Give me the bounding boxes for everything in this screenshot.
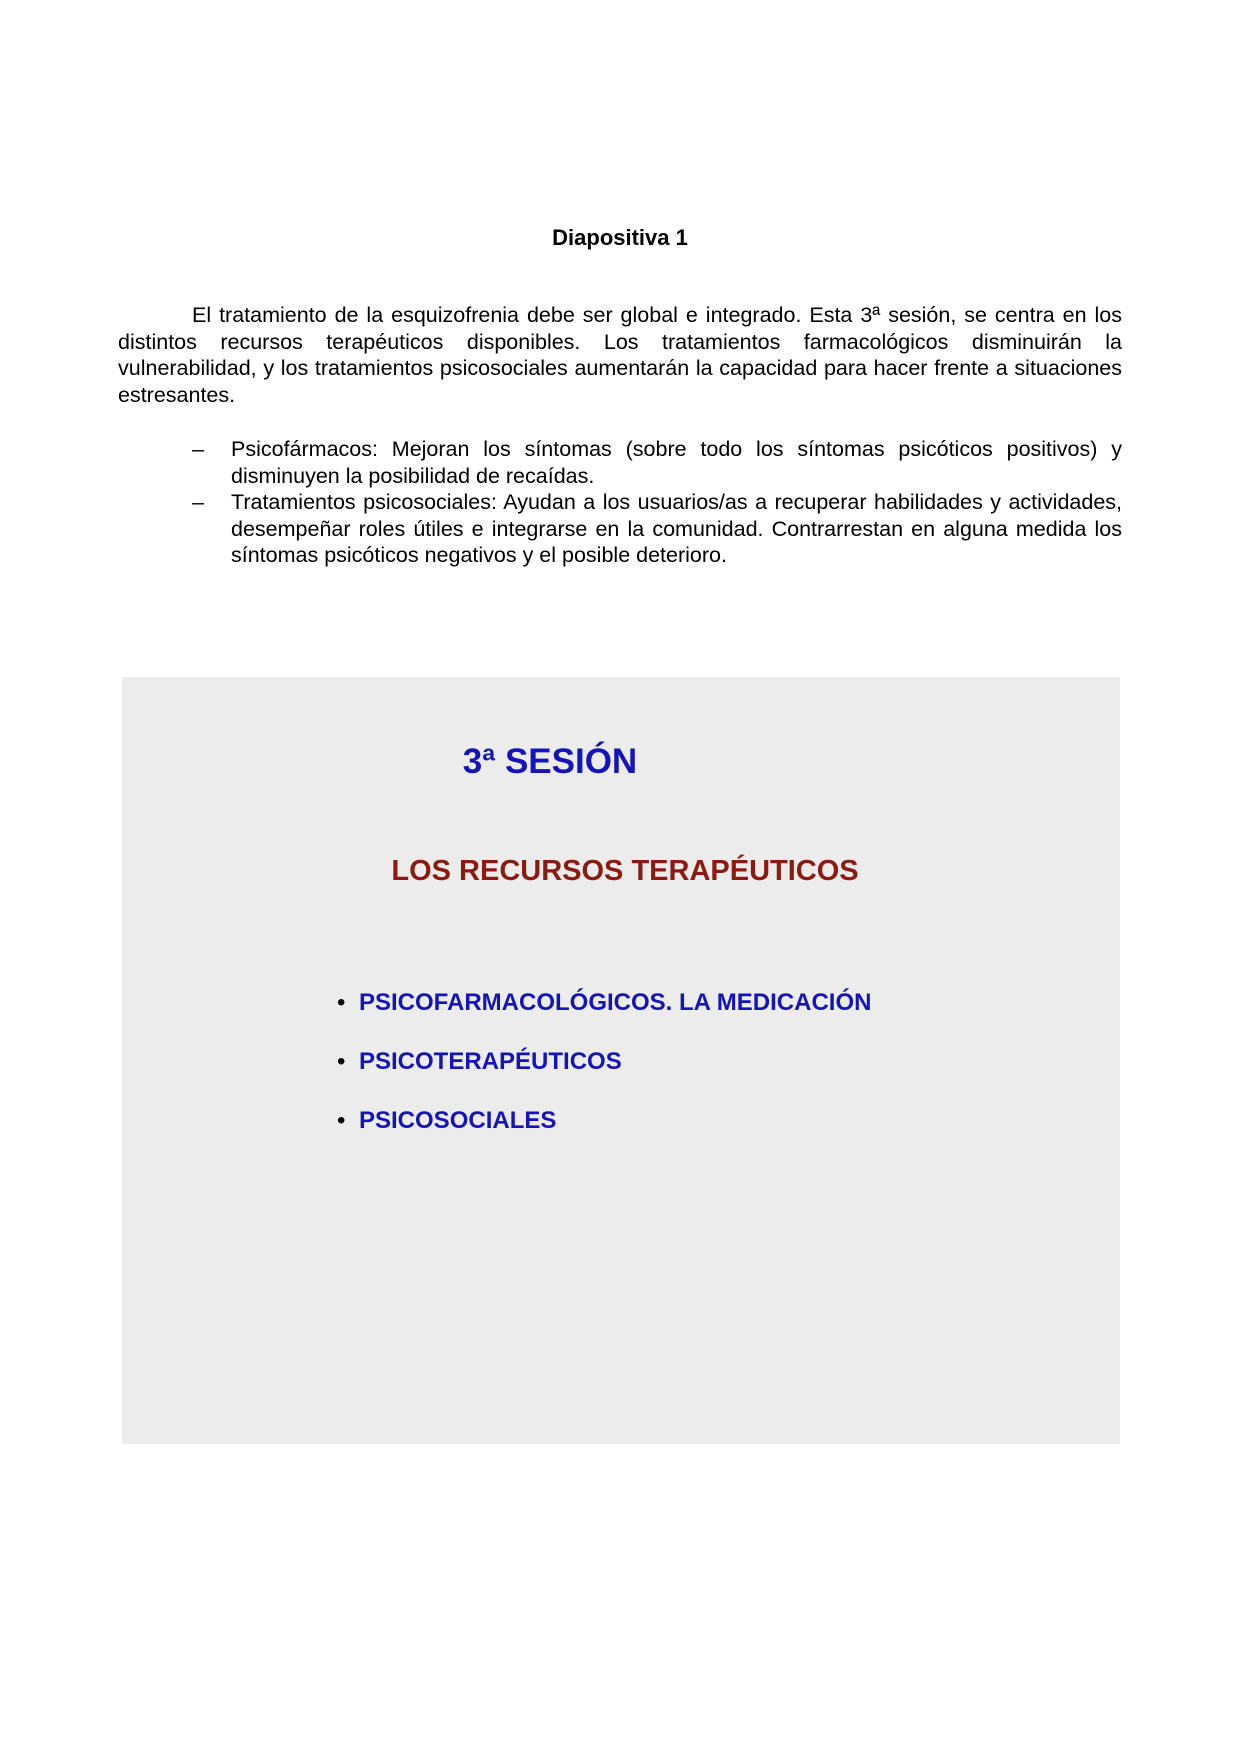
slide-item-text: PSICOTERAPÉUTICOS xyxy=(359,1048,622,1075)
slide-subtitle: LOS RECURSOS TERAPÉUTICOS xyxy=(391,855,859,887)
slide-title: 3ª SESIÓN xyxy=(462,742,638,781)
slide-bullet-list xyxy=(337,988,871,1165)
notes-bullet-item xyxy=(118,436,1122,489)
slide-item-text: PSICOFARMACOLÓGICOS. LA MEDICACIÓN xyxy=(359,989,872,1016)
bullet-dot-icon: • xyxy=(337,989,346,1016)
slide-list-item xyxy=(337,1106,871,1136)
dash-bullet-icon: – xyxy=(192,490,204,514)
notes-bullet-list xyxy=(118,436,1122,569)
intro-paragraph: El tratamiento de la esquizofrenia debe ser global e integrado. Esta 3ª sesión, se centra en los distintos recursos terapéuticos disponibles. Los tratamientos farmacológicos disminuirán la vulnerabilidad, y los tratamientos psicosociales aumentarán la capacidad para hacer frente a situaciones estresantes. xyxy=(118,303,1122,407)
notes-bullet-text: Tratamientos psicosociales: Ayudan a los usuarios/as a recuperar habilidades y actividades, desempeñar roles útiles e integrarse en la comunidad. Contrarrestan en alguna medida los síntomas psicóticos negativos y el posible deterioro. xyxy=(231,490,1122,567)
bullet-dot-icon: • xyxy=(337,1048,346,1075)
bullet-dot-icon: • xyxy=(337,1107,346,1134)
dash-bullet-icon: – xyxy=(192,437,204,461)
slide-list-item xyxy=(337,988,871,1018)
notes-bullet-item xyxy=(118,489,1122,569)
slide-panel xyxy=(122,677,1120,1444)
page-heading: Diapositiva 1 xyxy=(552,225,688,250)
slide-list-item xyxy=(337,1047,871,1077)
notes-bullet-text: Psicofármacos: Mejoran los síntomas (sobre todo los síntomas psicóticos positivos) y disminuyen la posibilidad de recaídas. xyxy=(231,437,1122,488)
slide-item-text: PSICOSOCIALES xyxy=(359,1107,557,1134)
